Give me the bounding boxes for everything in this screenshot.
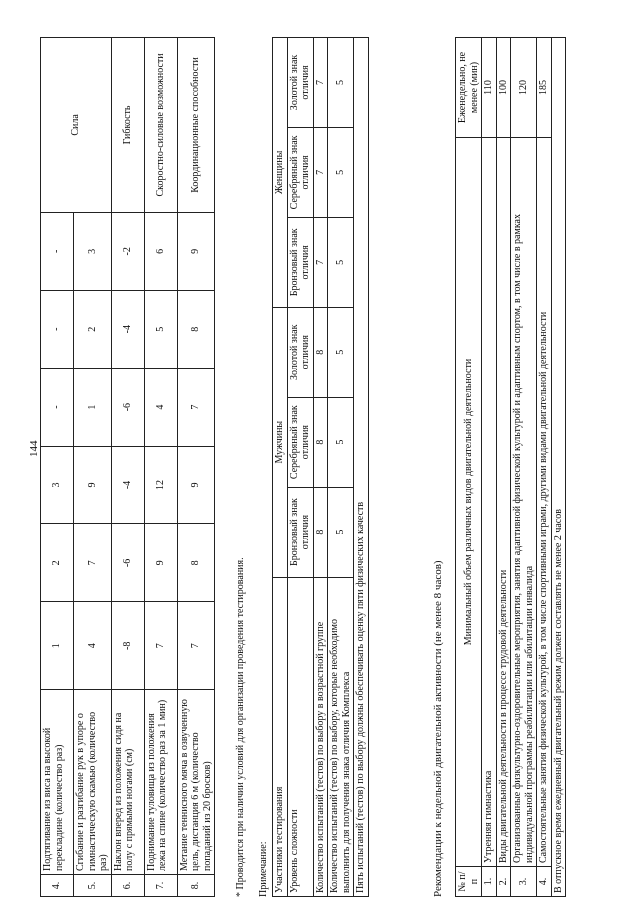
row-label: Количество испытаний (тестов) по выбору, которые необходимо выполнить для получения знака отличия Комплекса xyxy=(328,577,354,896)
row-number: 4. xyxy=(41,875,74,897)
test-label: Метание теннисного мяча в озвученную цель, дистанция 6 м (количество попаданий из 20 бросков) xyxy=(177,690,215,875)
value-cell: -2 xyxy=(111,212,144,290)
value-cell: 7 xyxy=(177,602,215,690)
gold-header: Золотой знак отличия xyxy=(287,307,313,397)
table-row xyxy=(144,38,177,897)
value-cell: 5 xyxy=(328,217,354,307)
row-number: 5. xyxy=(74,875,112,897)
value-cell: 1 xyxy=(41,602,74,690)
table-row xyxy=(456,38,482,897)
table-row xyxy=(273,38,288,897)
note-last-row: Пять испытаний (тестов) по выбору должны обеспечивать оценку пяти физических качеств xyxy=(354,38,369,897)
activity-value: 185 xyxy=(537,38,552,138)
value-cell: -6 xyxy=(111,524,144,602)
table-row xyxy=(328,38,354,897)
table-row xyxy=(482,38,497,897)
table-row xyxy=(111,38,144,897)
value-cell: 8 xyxy=(177,290,215,368)
value-cell: 5 xyxy=(328,397,354,487)
value-cell: 9 xyxy=(144,524,177,602)
women-header: Женщины xyxy=(273,38,288,308)
quality-cell: Скоростно-силовые возможности xyxy=(144,38,177,213)
recommend-title: Рекомендации к недельной двигательной активности (не менее 8 часов) xyxy=(432,560,444,897)
value-cell: 2 xyxy=(74,290,112,368)
value-cell: -8 xyxy=(111,602,144,690)
value-cell: 7 xyxy=(74,524,112,602)
gold-header: Золотой знак отличия xyxy=(287,38,313,128)
value-cell: 8 xyxy=(313,307,328,397)
value-cell: - xyxy=(41,212,74,290)
row-number: 2. xyxy=(496,867,511,897)
value-cell: 5 xyxy=(328,307,354,397)
silver-header: Серебряный знак отличия xyxy=(287,397,313,487)
men-header: Мужчины xyxy=(273,307,288,577)
activity-table xyxy=(455,37,566,897)
value-cell: - xyxy=(41,368,74,446)
activity-label: Виды двигательной деятельности в процессе трудовой деятельности xyxy=(496,137,511,866)
note-label: Примечание: xyxy=(258,841,269,897)
value-cell: 5 xyxy=(328,487,354,577)
value-cell: 5 xyxy=(328,127,354,217)
tests-table xyxy=(40,37,215,897)
activity-value: 100 xyxy=(496,38,511,138)
test-label: Поднимание туловища из положения лежа на спине (количество раз за 1 мин) xyxy=(144,690,177,875)
value-cell: 9 xyxy=(177,446,215,524)
table-row xyxy=(496,38,511,897)
bronze-header: Бронзовый знак отличия xyxy=(287,487,313,577)
activity-label: Самостоятельные занятия физической культурой, в том числе спортивными играми, другими видами двигательной деятельности xyxy=(537,137,552,866)
activity-label: Утренняя гимнастика xyxy=(482,137,497,866)
activity-value: 110 xyxy=(482,38,497,138)
quality-cell: Координационные способности xyxy=(177,38,215,213)
table-row xyxy=(537,38,552,897)
row-number: 7. xyxy=(144,875,177,897)
row-number: 8. xyxy=(177,875,215,897)
value-cell: - xyxy=(41,290,74,368)
value-cell: -4 xyxy=(111,446,144,524)
tests-footnote: * Проводится при наличии условий для организации проведения тестирования. xyxy=(235,557,246,897)
value-cell: 8 xyxy=(313,397,328,487)
table-row xyxy=(354,38,369,897)
value-cell: 4 xyxy=(74,602,112,690)
value-cell: -6 xyxy=(111,368,144,446)
value-cell: 3 xyxy=(41,446,74,524)
value-cell: 7 xyxy=(144,602,177,690)
value-cell: 5 xyxy=(144,290,177,368)
row-number: 6. xyxy=(111,875,144,897)
value-cell: 3 xyxy=(74,212,112,290)
name-header: Минимальный объем различных видов двигательной деятельности xyxy=(456,137,482,866)
value-cell: 2 xyxy=(41,524,74,602)
value-cell: 9 xyxy=(74,446,112,524)
note-table xyxy=(272,37,369,897)
value-cell: 4 xyxy=(144,368,177,446)
quality-cell: Сила xyxy=(41,38,112,213)
value-cell: 7 xyxy=(313,38,328,128)
value-cell: 9 xyxy=(177,212,215,290)
quality-cell: Гибкость xyxy=(111,38,144,213)
participants-header: Участники тестирования xyxy=(273,577,288,896)
value-cell: 8 xyxy=(313,487,328,577)
test-label: Сгибание и разгибание рук в упоре о гимнастическую скамью (количество раз) xyxy=(74,690,112,875)
test-label: Наклон вперед из положения сидя на полу с прямыми ногами (см) xyxy=(111,690,144,875)
activity-footer: В отпускное время ежедневный двигательный режим должен составлять не менее 2 часов xyxy=(551,38,566,897)
table-row xyxy=(177,38,215,897)
num-header: № п/п xyxy=(456,867,482,897)
level-header: Уровень сложности xyxy=(287,577,313,896)
table-row xyxy=(551,38,566,897)
page-number: 144 xyxy=(28,440,40,457)
table-row xyxy=(511,38,537,897)
week-header: Еженедельно, не менее (мин) xyxy=(456,38,482,138)
value-cell: 7 xyxy=(313,127,328,217)
value-cell: 7 xyxy=(177,368,215,446)
value-cell: 8 xyxy=(177,524,215,602)
value-cell: -4 xyxy=(111,290,144,368)
value-cell: 12 xyxy=(144,446,177,524)
bronze-header: Бронзовый знак отличия xyxy=(287,217,313,307)
table-row xyxy=(287,38,313,897)
test-label: Подтягивание из виса на высокой перекладине (количество раз) xyxy=(41,690,74,875)
row-number: 4. xyxy=(537,867,552,897)
row-label: Количество испытаний (тестов) по выбору в возрастной группе xyxy=(313,577,328,896)
value-cell: 6 xyxy=(144,212,177,290)
activity-value: 120 xyxy=(511,38,537,138)
value-cell: 5 xyxy=(328,38,354,128)
row-number: 3. xyxy=(511,867,537,897)
silver-header: Серебряный знак отличия xyxy=(287,127,313,217)
value-cell: 1 xyxy=(74,368,112,446)
row-number: 1. xyxy=(482,867,497,897)
table-row xyxy=(313,38,328,897)
value-cell: 7 xyxy=(313,217,328,307)
table-row xyxy=(41,38,74,897)
activity-label: Организованные физкультурно-оздоровительные мероприятия, занятия адаптивной физической культурой и адаптивным спортом, в том числе в рамках индивидуальной программы реабилитации или абилитации инвалида xyxy=(511,137,537,866)
